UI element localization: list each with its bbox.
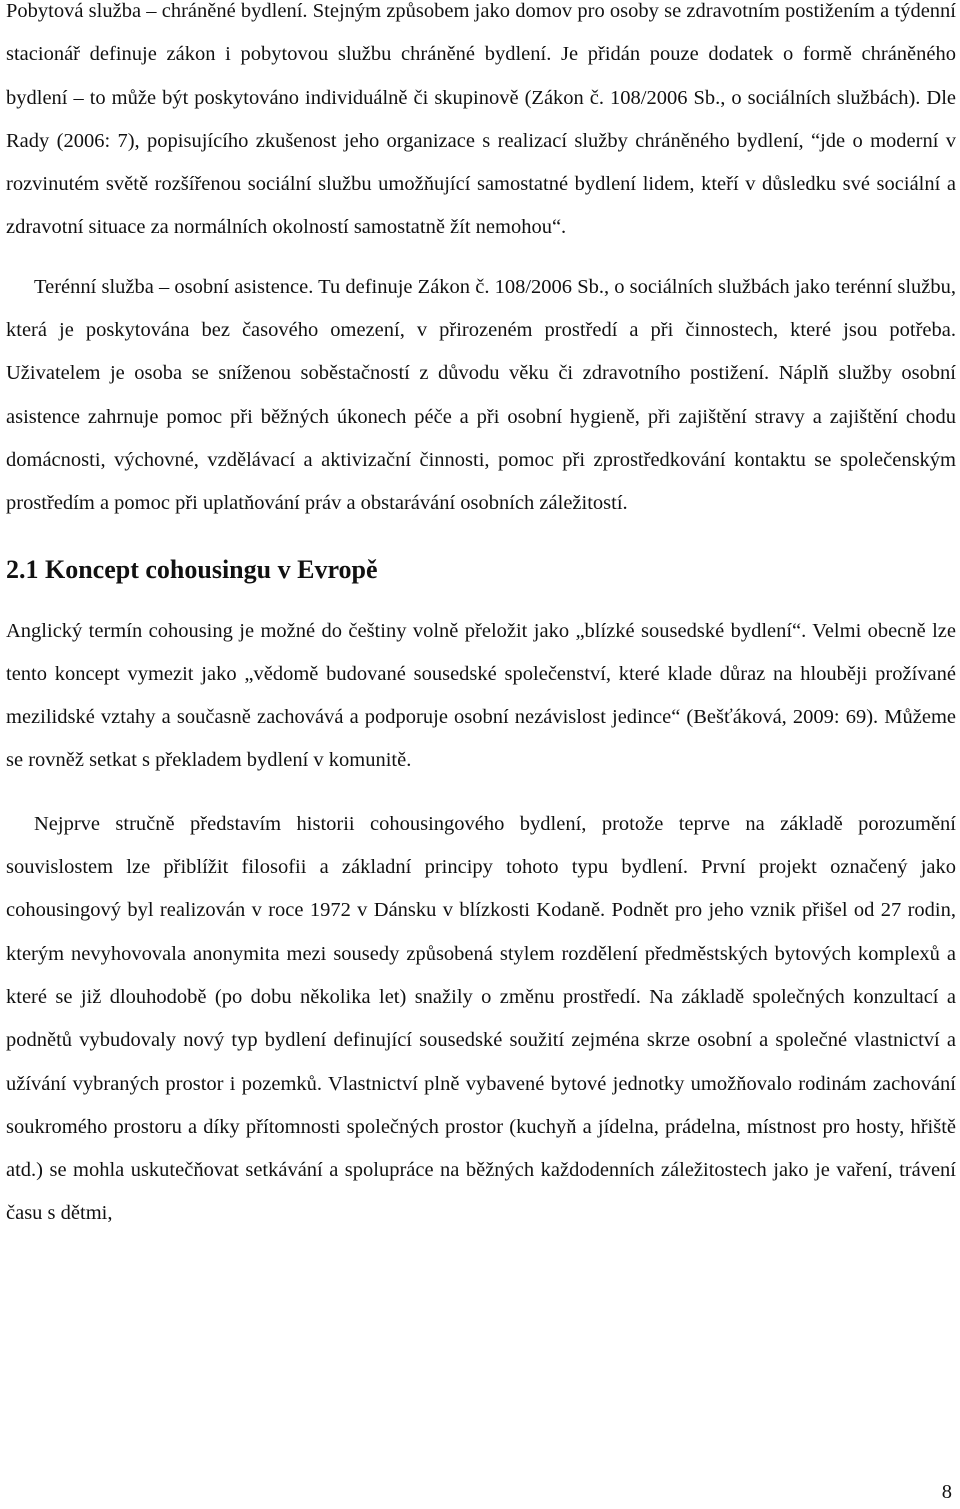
- paragraph-pobytova-sluzba: Pobytová služba – chráněné bydlení. Stejným způsobem jako domov pro osoby se zdravotním postižením a týdenní stacionář definuje zákon i pobytovou službu chráněné bydlení. Je přidán pouze dodatek o formě chráněného bydlení – to může být poskytováno individuálně či skupinově (Zákon č. 108/2006 Sb., o sociálních službách). Dle Rady (2006: 7), popisujícího zkušenost jeho organizace s realizací služby chráněného bydlení, “jde o moderní v rozvinutém světě rozšířenou sociální službu umožňující samostatné bydlení lidem, kteří v důsledku své sociální a zdravotní situace za normálních okolností samostatně žít nemohou“.: [6, 0, 956, 239]
- document-page: [6, 0, 956, 1236]
- paragraph-historie: Nejprve stručně představím historii cohousingového bydlení, protože teprve na základě porozumění souvislostem lze přiblížit filosofii a základní principy tohoto typu bydlení. První projekt označený jako cohousingový byl realizován v roce 1972 v Dánsku v blízkosti Kodaně. Podnět pro jeho vznik přišel od 27 rodin, kterým nevyhovovala anonymita mezi sousedy způsobená stylem rozdělení předměstských bytových komplexů a které se již dlouhodobě (po dobu několika let) snažily o změnu prostředí. Na základě společných konzultací a podnětů vybudovaly nový typ bydlení definující sousedské soužití zejména skrze osobní a společné vlastnictví a užívání vybraných prostor i pozemků. Vlastnictví plně vybavené bytové jednotky umožňovalo rodinám zachování soukromého prostoru a díky přítomnosti společných prostor (kuchyň a jídelna, prádelna, místnost pro hosty, hřiště atd.) se mohla uskutečňovat setkávání a spolupráce na běžných každodenních záležitostech jako je vaření, trávení času s dětmi,: [6, 812, 956, 1225]
- section-heading: 2.1 Koncept cohousingu v Evropě: [6, 554, 378, 584]
- page-number: 8: [941, 1481, 952, 1503]
- paragraph-terenni-sluzba: Terénní služba – osobní asistence. Tu definuje Zákon č. 108/2006 Sb., o sociálních službách jako terénní službu, která je poskytována bez časového omezení, v přirozeném prostředí a při činnostech, které jsou potřeba. Uživatelem je osoba se sníženou soběstačností z důvodu věku či zdravotního postižení. Náplň služby osobní asistence zahrnuje pomoc při běžných úkonech péče a při osobní hygieně, při zajištění stravy a zajištění chodu domácnosti, výchovné, vzdělávací a aktivizační činnosti, pomoc při zprostředkování kontaktu se společenským prostředím a pomoc při uplatňování práv a obstarávání osobních záležitostí.: [6, 275, 956, 515]
- paragraph-cohousing-intro: Anglický termín cohousing je možné do češtiny volně přeložit jako „blízké sousedské bydlení“. Velmi obecně lze tento koncept vymezit jako „vědomě budované sousedské společenství, které klade důraz na hlouběji prožívané mezilidské vztahy a současně zachovává a podporuje osobní nezávislost jedince“ (Bešťáková, 2009: 69). Můžeme se rovněž setkat s překladem bydlení v komunitě.: [6, 619, 956, 772]
